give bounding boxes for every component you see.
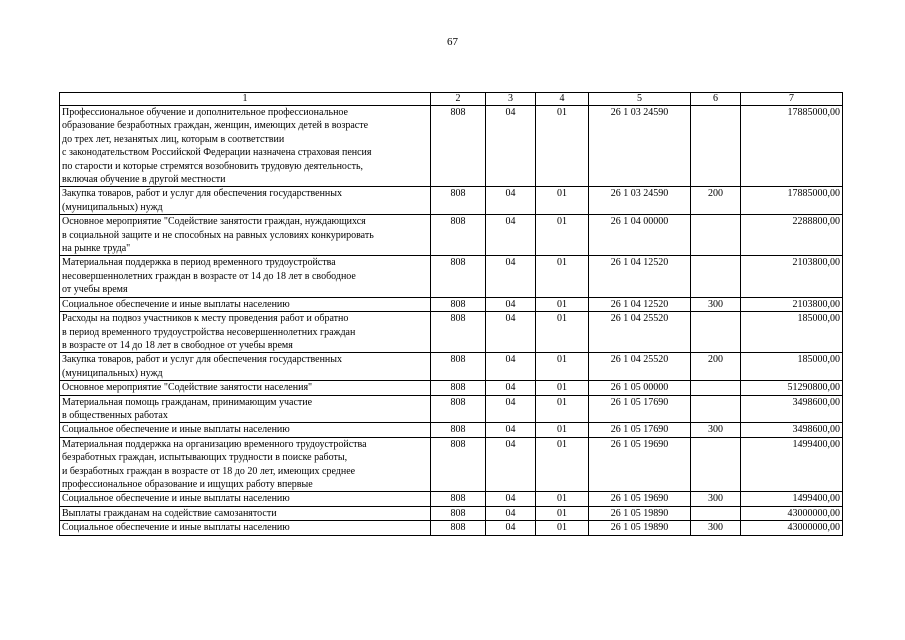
- section-code: 04: [486, 395, 536, 423]
- subsection-code: 01: [536, 423, 589, 437]
- subsection-code: 01: [536, 353, 589, 381]
- table-row: [60, 187, 843, 215]
- ministry-code: 808: [431, 492, 486, 506]
- description-line: профессиональное образование и ищущих работу впервые: [62, 478, 313, 490]
- ministry-code: 808: [431, 297, 486, 311]
- expense-type-code: 300: [691, 492, 741, 506]
- section-code: 04: [486, 297, 536, 311]
- row-description: [60, 506, 431, 520]
- amount-value: 3498600,00: [741, 395, 843, 423]
- ministry-code: 808: [431, 437, 486, 492]
- ministry-code: 808: [431, 215, 486, 256]
- row-description: [60, 437, 431, 492]
- target-item-code: 26 1 04 25520: [589, 353, 691, 381]
- section-code: 04: [486, 215, 536, 256]
- target-item-code: 26 1 05 00000: [589, 381, 691, 395]
- section-code: 04: [486, 353, 536, 381]
- row-description: [60, 106, 431, 187]
- ministry-code: 808: [431, 106, 486, 187]
- table-row: [60, 506, 843, 520]
- subsection-code: 01: [536, 187, 589, 215]
- column-header: 6: [691, 93, 741, 106]
- subsection-code: 01: [536, 492, 589, 506]
- subsection-code: 01: [536, 437, 589, 492]
- amount-value: 2103800,00: [741, 256, 843, 297]
- header-row: [60, 93, 843, 106]
- target-item-code: 26 1 05 19890: [589, 506, 691, 520]
- column-header: 1: [60, 93, 431, 106]
- column-header: 5: [589, 93, 691, 106]
- expense-type-code: 300: [691, 423, 741, 437]
- description-line: Материальная помощь гражданам, принимающим участие: [62, 396, 313, 408]
- target-item-code: 26 1 05 17690: [589, 423, 691, 437]
- expense-type-code: 200: [691, 353, 741, 381]
- section-code: 04: [486, 492, 536, 506]
- description-line: образование безработных граждан, женщин, имеющих детей в возрасте: [62, 120, 369, 132]
- section-code: 04: [486, 521, 536, 535]
- description-line: Социальное обеспечение и иные выплаты населению: [62, 298, 290, 310]
- budget-table: [59, 92, 843, 536]
- description-line: несовершеннолетних граждан в возрасте от 14 до 18 лет в свободное: [62, 270, 356, 282]
- amount-value: 2288800,00: [741, 215, 843, 256]
- ministry-code: 808: [431, 256, 486, 297]
- subsection-code: 01: [536, 256, 589, 297]
- description-line: включая обучение в другой местности: [62, 174, 226, 186]
- description-line: в общественных работах: [62, 409, 168, 421]
- column-header: 4: [536, 93, 589, 106]
- description-line: Социальное обеспечение и иные выплаты населению: [62, 522, 290, 534]
- amount-value: 1499400,00: [741, 492, 843, 506]
- expense-type-code: [691, 312, 741, 353]
- table-row: [60, 492, 843, 506]
- table-row: [60, 106, 843, 187]
- description-line: Социальное обеспечение и иные выплаты населению: [62, 424, 290, 436]
- amount-value: 17885000,00: [741, 106, 843, 187]
- row-description: [60, 381, 431, 395]
- section-code: 04: [486, 506, 536, 520]
- expense-type-code: [691, 256, 741, 297]
- description-line: Профессиональное обучение и дополнительное профессиональное: [62, 107, 348, 118]
- expense-type-code: [691, 506, 741, 520]
- target-item-code: 26 1 05 19690: [589, 492, 691, 506]
- amount-value: 3498600,00: [741, 423, 843, 437]
- target-item-code: 26 1 05 19690: [589, 437, 691, 492]
- target-item-code: 26 1 04 12520: [589, 297, 691, 311]
- expense-type-code: [691, 215, 741, 256]
- amount-value: 185000,00: [741, 353, 843, 381]
- row-description: [60, 187, 431, 215]
- section-code: 04: [486, 423, 536, 437]
- description-line: на рынке труда": [62, 243, 131, 255]
- description-line: Выплаты гражданам на содействие самозанятости: [62, 507, 277, 519]
- expense-type-code: [691, 437, 741, 492]
- description-line: в возрасте от 14 до 18 лет в свободное от учебы время: [62, 339, 293, 351]
- table-row: [60, 395, 843, 423]
- amount-value: 43000000,00: [741, 521, 843, 535]
- expense-type-code: [691, 106, 741, 187]
- ministry-code: 808: [431, 423, 486, 437]
- amount-value: 1499400,00: [741, 437, 843, 492]
- subsection-code: 01: [536, 521, 589, 535]
- amount-value: 43000000,00: [741, 506, 843, 520]
- expense-type-code: 300: [691, 521, 741, 535]
- column-header: 2: [431, 93, 486, 106]
- description-line: Материальная поддержка на организацию временного трудоустройства: [62, 438, 367, 450]
- row-description: [60, 353, 431, 381]
- target-item-code: 26 1 04 00000: [589, 215, 691, 256]
- description-line: (муниципальных) нужд: [62, 367, 163, 379]
- subsection-code: 01: [536, 106, 589, 187]
- target-item-code: 26 1 05 17690: [589, 395, 691, 423]
- row-description: [60, 256, 431, 297]
- description-line: Расходы на подвоз участников к месту проведения работ и обратно: [62, 313, 349, 325]
- ministry-code: 808: [431, 187, 486, 215]
- column-header: 7: [741, 93, 843, 106]
- amount-value: 2103800,00: [741, 297, 843, 311]
- amount-value: 185000,00: [741, 312, 843, 353]
- description-line: в социальной защите и не способных на равных условиях конкурировать: [62, 229, 374, 241]
- description-line: Материальная поддержка в период временного трудоустройства: [62, 257, 336, 269]
- description-line: Закупка товаров, работ и услуг для обеспечения государственных: [62, 354, 343, 366]
- table-body: [60, 106, 843, 536]
- description-line: по старости и которые стремятся возобновить трудовую деятельность,: [62, 160, 364, 172]
- section-code: 04: [486, 106, 536, 187]
- description-line: до трех лет, незанятых лиц, которым в соответствии: [62, 133, 285, 145]
- section-code: 04: [486, 312, 536, 353]
- amount-value: 51290800,00: [741, 381, 843, 395]
- subsection-code: 01: [536, 312, 589, 353]
- description-line: от учебы время: [62, 284, 128, 296]
- row-description: [60, 312, 431, 353]
- subsection-code: 01: [536, 506, 589, 520]
- ministry-code: 808: [431, 353, 486, 381]
- table-row: [60, 423, 843, 437]
- description-line: (муниципальных) нужд: [62, 201, 163, 213]
- subsection-code: 01: [536, 215, 589, 256]
- section-code: 04: [486, 381, 536, 395]
- row-description: [60, 395, 431, 423]
- target-item-code: 26 1 04 12520: [589, 256, 691, 297]
- description-line: Основное мероприятие "Содействие занятости населения": [62, 382, 313, 394]
- section-code: 04: [486, 256, 536, 297]
- table-row: [60, 521, 843, 535]
- section-code: 04: [486, 187, 536, 215]
- page-number: 67: [447, 36, 458, 48]
- description-line: с законодательством Российской Федерации назначена страховая пенсия: [62, 147, 372, 159]
- expense-type-code: [691, 381, 741, 395]
- ministry-code: 808: [431, 312, 486, 353]
- ministry-code: 808: [431, 395, 486, 423]
- subsection-code: 01: [536, 395, 589, 423]
- row-description: [60, 297, 431, 311]
- table-row: [60, 381, 843, 395]
- table-row: [60, 256, 843, 297]
- ministry-code: 808: [431, 521, 486, 535]
- target-item-code: 26 1 03 24590: [589, 106, 691, 187]
- description-line: Основное мероприятие "Содействие занятости граждан, нуждающихся: [62, 216, 366, 228]
- description-line: и безработных граждан в возрасте от 18 до 20 лет, имеющих среднее: [62, 465, 356, 477]
- table-row: [60, 353, 843, 381]
- target-item-code: 26 1 04 25520: [589, 312, 691, 353]
- row-description: [60, 492, 431, 506]
- subsection-code: 01: [536, 297, 589, 311]
- amount-value: 17885000,00: [741, 187, 843, 215]
- row-description: [60, 423, 431, 437]
- column-header: 3: [486, 93, 536, 106]
- description-line: Социальное обеспечение и иные выплаты населению: [62, 493, 290, 505]
- table-row: [60, 297, 843, 311]
- subsection-code: 01: [536, 381, 589, 395]
- expense-type-code: 200: [691, 187, 741, 215]
- section-code: 04: [486, 437, 536, 492]
- description-line: безработных граждан, испытывающих трудности в поиске работы,: [62, 452, 348, 464]
- ministry-code: 808: [431, 381, 486, 395]
- ministry-code: 808: [431, 506, 486, 520]
- description-line: в период временного трудоустройства несовершеннолетних граждан: [62, 326, 356, 338]
- expense-type-code: [691, 395, 741, 423]
- table-row: [60, 215, 843, 256]
- target-item-code: 26 1 05 19890: [589, 521, 691, 535]
- row-description: [60, 521, 431, 535]
- table-row: [60, 437, 843, 492]
- table-row: [60, 312, 843, 353]
- row-description: [60, 215, 431, 256]
- target-item-code: 26 1 03 24590: [589, 187, 691, 215]
- description-line: Закупка товаров, работ и услуг для обеспечения государственных: [62, 188, 343, 200]
- expense-type-code: 300: [691, 297, 741, 311]
